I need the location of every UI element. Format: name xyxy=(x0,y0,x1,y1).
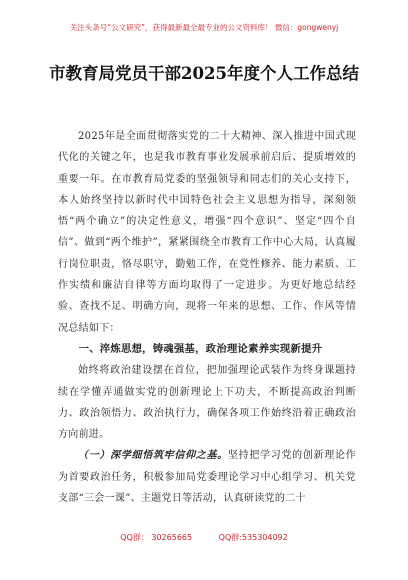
footer-qq-group-2: QQ群:535304092 xyxy=(218,533,288,542)
intro-paragraph: 2025年是全面贯彻落实党的二十大精神、深入推进中国式现代化的关键之年，也是我市教育事业发展承前启后、提质增效的重要一年。在市教育局党委的坚强领导和同志们的关心支持下，本人始终坚持以新时代中国特色社会主义思想为指导，深刻领悟“两个确立”的决定性意义，增强“四个意识”、坚定“四个自信”、做到“两个维护”，紧紧围绕全市教育工作中心大局，认真履行岗位职责，恪尽职守，勤勉工作，在党性修养、能力素质、工作实绩和廉洁自律等方面均取得了一定进步。为更好地总结经验、查找不足、明确方向，现将一年来的思想、工作、作风等情况总结如下： xyxy=(58,131,356,334)
section-heading: 一、淬炼思想，铸魂强基，政治理论素养实现新提升 xyxy=(78,342,323,355)
top-banner: 关注头条号“公文研究”，获得最新最全最专业的公文资料库！ 微信：gongwenyj xyxy=(69,23,339,32)
subsection-text: 坚持把学习党的创新理论作为首要政治任务，积极参加局党委理论学习中心组学习、机关党支部“三会一课”、主题党日等活动，认真研读党的二十 xyxy=(58,450,356,505)
subsection-heading: （一）深学细悟筑牢信仰之基。 xyxy=(78,450,228,462)
footer xyxy=(0,532,408,543)
section-paragraph: 始终将政治建设摆在首位，把加强理论武装作为终身课题持续在学懂弄通做实党的创新理论上下功夫，不断提高政治判断力、政治领悟力、政治执行力，确保各项工作始终沿着正确政治方向前进。 xyxy=(58,365,356,441)
subsection-paragraph xyxy=(58,445,356,509)
document-title: 市教育局党员干部2025年度个人工作总结 xyxy=(49,64,359,83)
footer-qq-group-1: QQ群： 30265665 xyxy=(120,533,193,542)
document-body xyxy=(58,126,356,509)
